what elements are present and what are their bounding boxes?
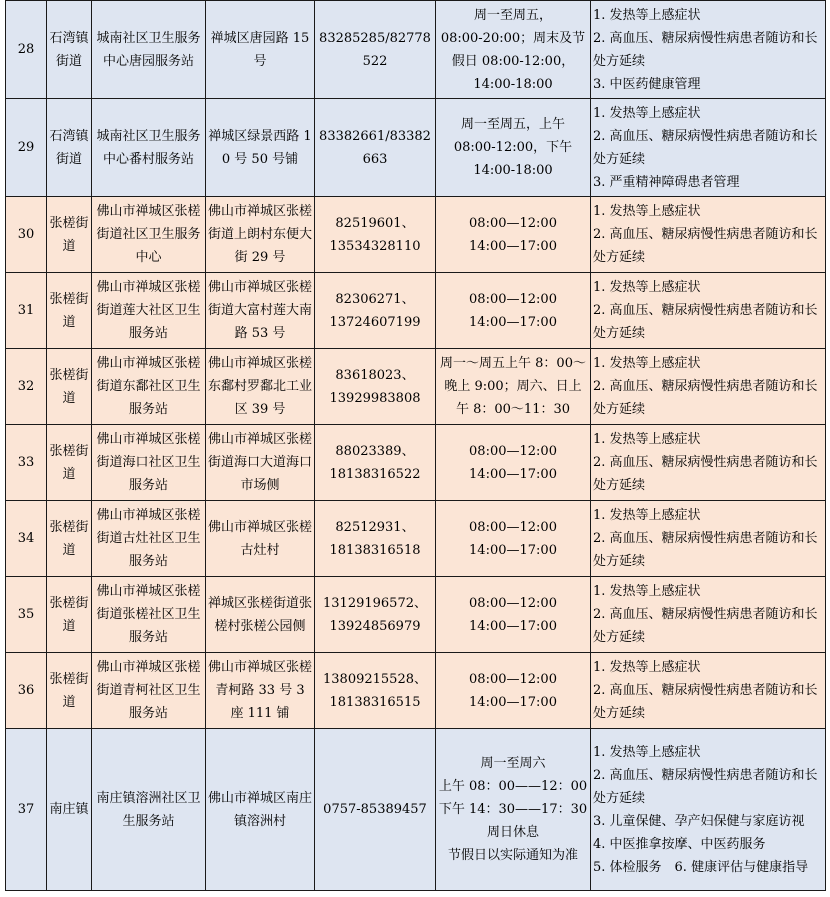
street-cell: 石湾镇街道 xyxy=(47,99,92,197)
phone-cell: 83285285/82778522 xyxy=(315,1,436,99)
service-item: 2. 高血压、糖尿病慢性病患者随访和长处方延续 xyxy=(593,607,818,645)
hours-cell xyxy=(436,197,591,273)
hours-line: 08:00—12:00 xyxy=(469,671,557,687)
table-row xyxy=(6,425,826,501)
hours-line: 周一至周五，上午 xyxy=(460,117,565,132)
phone-cell xyxy=(315,425,436,501)
row-number: 37 xyxy=(6,729,47,891)
service-item: 1. 发热等上感症状 xyxy=(593,356,701,371)
table-row xyxy=(6,501,826,577)
hours-line: 14:00-18:00 xyxy=(473,76,553,92)
service-item: 5. 体检服务 6. 健康评估与健康指导 xyxy=(593,859,809,875)
phone-line: 82519601、 xyxy=(335,215,415,231)
phone-cell xyxy=(315,577,436,653)
hours-line: 节假日以实际通知为准 xyxy=(447,848,578,863)
clinic-name-cell: 佛山市禅城区张槎街道东鄱社区卫生服务站 xyxy=(92,349,206,425)
hours-line: 下午 14：30——17：30 xyxy=(438,802,588,817)
street-cell: 南庄镇 xyxy=(47,729,92,891)
address-cell: 佛山市禅城区张槎青柯路 33 号 3 座 111 铺 xyxy=(206,653,315,729)
street-cell: 张槎街道 xyxy=(47,273,92,349)
hours-cell xyxy=(436,729,591,891)
services-cell xyxy=(591,273,826,349)
service-item: 1. 发热等上感症状 xyxy=(593,584,701,599)
phone-cell xyxy=(315,197,436,273)
service-item: 3. 严重精神障碍患者管理 xyxy=(593,174,740,190)
clinic-name-cell: 佛山市禅城区张槎街道海口社区卫生服务站 xyxy=(92,425,206,501)
hours-line: 晚上 9:00；周六、日上 xyxy=(444,379,582,394)
services-cell xyxy=(591,99,826,197)
phone-line: 18138316515 xyxy=(329,694,421,710)
hours-line: 14:00—17:00 xyxy=(469,618,557,634)
hours-line: 08:00—12:00 xyxy=(469,595,557,611)
clinic-name-cell: 城南社区卫生服务中心番村服务站 xyxy=(92,99,206,197)
phone-cell: 83382661/83382663 xyxy=(315,99,436,197)
address-cell: 禅城区绿景西路 10 号 50 号铺 xyxy=(206,99,315,197)
hours-cell xyxy=(436,501,591,577)
services-cell xyxy=(591,197,826,273)
service-item: 1. 发热等上感症状 xyxy=(593,280,701,295)
phone-line: 83618023、 xyxy=(335,367,415,383)
service-item: 2. 高血压、糖尿病慢性病患者随访和长处方延续 xyxy=(593,767,818,806)
service-item: 1. 发热等上感症状 xyxy=(593,204,701,219)
row-number: 31 xyxy=(6,273,47,349)
hours-cell xyxy=(436,349,591,425)
phone-line: 18138316518 xyxy=(329,542,421,558)
phone-line: 88023389、 xyxy=(335,443,415,459)
street-cell: 张槎街道 xyxy=(47,653,92,729)
phone-line: 13924856979 xyxy=(329,618,421,634)
hours-line: 周一至周五， xyxy=(473,7,552,23)
phone-cell xyxy=(315,349,436,425)
phone-cell xyxy=(315,501,436,577)
phone-line: 13129196572、 xyxy=(323,595,427,611)
table-row xyxy=(6,273,826,349)
service-item: 2. 高血压、糖尿病慢性病患者随访和长处方延续 xyxy=(593,30,818,69)
phone-cell xyxy=(315,729,436,891)
phone-line: 13929983808 xyxy=(329,390,421,406)
service-item: 3. 中医药健康管理 xyxy=(593,76,701,92)
street-cell: 张槎街道 xyxy=(47,577,92,653)
services-cell xyxy=(591,653,826,729)
service-item: 4. 中医推拿按摩、中医药服务 xyxy=(593,836,766,852)
service-item: 2. 高血压、糖尿病慢性病患者随访和长处方延续 xyxy=(593,531,818,569)
hours-line: 08:00—12:00 xyxy=(469,215,557,231)
row-number: 34 xyxy=(6,501,47,577)
phone-line: 13724607199 xyxy=(329,314,421,330)
phone-line: 13534328110 xyxy=(329,238,421,254)
table-row xyxy=(6,349,826,425)
hours-cell xyxy=(436,273,591,349)
hours-line: 14:00—17:00 xyxy=(469,694,557,710)
street-cell: 石湾镇街道 xyxy=(47,1,92,99)
row-number: 33 xyxy=(6,425,47,501)
hours-line: 08:00-12:00，下午 xyxy=(453,140,573,155)
street-cell: 张槎街道 xyxy=(47,425,92,501)
phone-cell xyxy=(315,273,436,349)
street-cell: 张槎街道 xyxy=(47,501,92,577)
table-row xyxy=(6,577,826,653)
service-item: 2. 高血压、糖尿病慢性病患者随访和长处方延续 xyxy=(593,128,818,167)
hours-line: 假日 08:00-12:00， xyxy=(451,53,575,69)
phone-cell xyxy=(315,653,436,729)
services-cell xyxy=(591,577,826,653)
hours-line: 14:00-18:00 xyxy=(473,163,553,178)
table-row xyxy=(6,99,826,197)
row-number: 29 xyxy=(6,99,47,197)
service-item: 1. 发热等上感症状 xyxy=(593,508,701,523)
table-row xyxy=(6,197,826,273)
hours-line: 上午 08：00——12：00 xyxy=(438,779,588,794)
clinic-name-cell: 城南社区卫生服务中心唐园服务站 xyxy=(92,1,206,99)
service-item: 3. 儿童保健、孕产妇保健与家庭访视 xyxy=(593,813,805,829)
address-cell: 佛山市禅城区张槎古灶村 xyxy=(206,501,315,577)
service-item: 1. 发热等上感症状 xyxy=(593,744,701,760)
street-cell: 张槎街道 xyxy=(47,197,92,273)
services-cell xyxy=(591,501,826,577)
hours-cell xyxy=(436,1,591,99)
hours-cell xyxy=(436,425,591,501)
phone-line: 0757-85389457 xyxy=(323,802,427,817)
clinic-name-cell: 南庄镇溶洲社区卫生服务站 xyxy=(92,729,206,891)
row-number: 32 xyxy=(6,349,47,425)
table-row xyxy=(6,653,826,729)
clinic-name-cell: 佛山市禅城区张槎街道莲大社区卫生服务站 xyxy=(92,273,206,349)
phone-line: 18138316522 xyxy=(329,466,421,482)
service-item: 1. 发热等上感症状 xyxy=(593,7,701,23)
service-item: 2. 高血压、糖尿病慢性病患者随访和长处方延续 xyxy=(593,379,818,417)
clinic-name-cell: 佛山市禅城区张槎街道张槎社区卫生服务站 xyxy=(92,577,206,653)
hours-line: 周一至周六 xyxy=(480,756,546,771)
address-cell: 佛山市禅城区南庄镇溶洲村 xyxy=(206,729,315,891)
clinic-name-cell: 佛山市禅城区张槎街道古灶社区卫生服务站 xyxy=(92,501,206,577)
clinic-name-cell: 佛山市禅城区张槎街道青柯社区卫生服务站 xyxy=(92,653,206,729)
clinic-name-cell: 佛山市禅城区张槎街道社区卫生服务中心 xyxy=(92,197,206,273)
hours-line: 午 8：00～11：30 xyxy=(455,402,571,417)
phone-line: 13809215528、 xyxy=(323,671,427,687)
services-cell xyxy=(591,425,826,501)
hours-line: 14:00—17:00 xyxy=(469,466,557,482)
row-number: 28 xyxy=(6,1,47,99)
clinic-table xyxy=(5,0,826,891)
service-item: 2. 高血压、糖尿病慢性病患者随访和长处方延续 xyxy=(593,683,818,721)
row-number: 35 xyxy=(6,577,47,653)
services-cell xyxy=(591,349,826,425)
hours-line: 14:00—17:00 xyxy=(469,542,557,558)
address-cell: 禅城区张槎街道张槎村张槎公园侧 xyxy=(206,577,315,653)
street-cell: 张槎街道 xyxy=(47,349,92,425)
service-item: 1. 发热等上感症状 xyxy=(593,105,701,121)
table-row xyxy=(6,1,826,99)
service-item: 1. 发热等上感症状 xyxy=(593,432,701,447)
hours-line: 08:00—12:00 xyxy=(469,291,557,307)
hours-cell xyxy=(436,99,591,197)
address-cell: 佛山市禅城区张槎街道上朗村东便大街 29 号 xyxy=(206,197,315,273)
address-cell: 佛山市禅城区张槎街道海口大道海口市场侧 xyxy=(206,425,315,501)
hours-line: 周日休息 xyxy=(486,825,539,840)
table-row xyxy=(6,729,826,891)
hours-cell xyxy=(436,577,591,653)
row-number: 30 xyxy=(6,197,47,273)
address-cell: 佛山市禅城区张槎街道大富村莲大南路 53 号 xyxy=(206,273,315,349)
hours-line: 08:00-20:00；周末及节 xyxy=(440,30,586,46)
hours-line: 08:00—12:00 xyxy=(469,519,557,535)
phone-line: 82512931、 xyxy=(335,519,415,535)
hours-line: 14:00—17:00 xyxy=(469,314,557,330)
phone-line: 82306271、 xyxy=(335,291,415,307)
service-item: 1. 发热等上感症状 xyxy=(593,660,701,675)
services-cell xyxy=(591,1,826,99)
service-item: 2. 高血压、糖尿病慢性病患者随访和长处方延续 xyxy=(593,303,818,341)
address-cell: 禅城区唐园路 15 号 xyxy=(206,1,315,99)
service-item: 2. 高血压、糖尿病慢性病患者随访和长处方延续 xyxy=(593,455,818,493)
hours-line: 08:00—12:00 xyxy=(469,443,557,459)
address-cell: 佛山市禅城区张槎东鄱村罗鄱北工业区 39 号 xyxy=(206,349,315,425)
services-cell xyxy=(591,729,826,891)
service-item: 2. 高血压、糖尿病慢性病患者随访和长处方延续 xyxy=(593,227,818,265)
hours-cell xyxy=(436,653,591,729)
hours-line: 周一～周五上午 8：00～ xyxy=(440,356,586,371)
row-number: 36 xyxy=(6,653,47,729)
hours-line: 14:00—17:00 xyxy=(469,238,557,254)
